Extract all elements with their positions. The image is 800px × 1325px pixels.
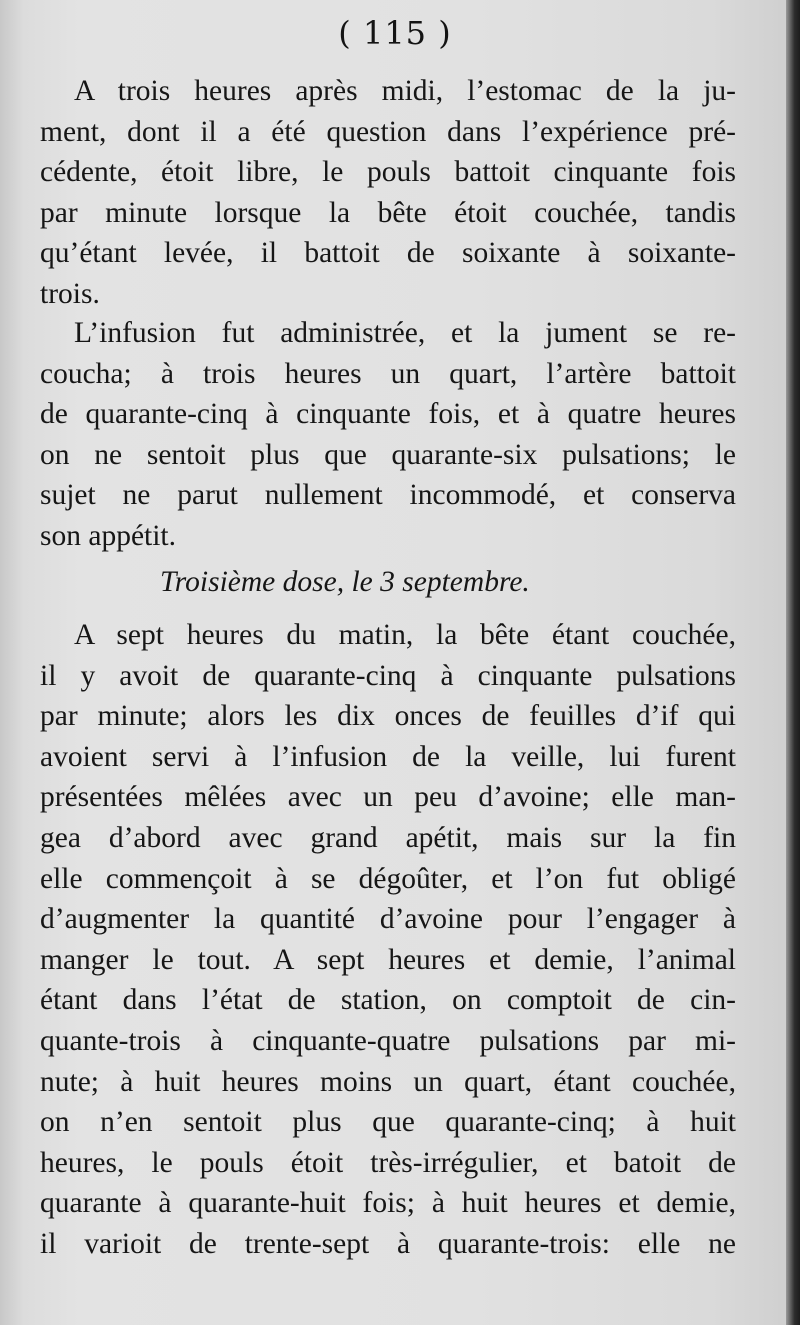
text-line: avoient servi à l’infusion de la veille, lui furent xyxy=(40,740,736,773)
section-heading xyxy=(160,566,530,599)
text-line: d’augmenter la quantité d’avoine pour l’engager à xyxy=(40,903,736,936)
text-line: son appétit. xyxy=(40,519,177,552)
text-line: quarante à quarante-huit fois; à huit heures et demie, xyxy=(40,1187,736,1220)
text-line: L’infusion fut administrée, et la jument se re- xyxy=(74,317,736,349)
text-line: on ne sentoit plus que quarante-six pulsations; le xyxy=(40,438,736,471)
text-line: gea d’abord avec grand apétit, mais sur la fin xyxy=(40,821,736,854)
text-line: on n’en sentoit plus que quarante-cinq; à huit xyxy=(40,1106,736,1139)
text-line: présentées mêlées avec un peu d’avoine; elle man- xyxy=(40,781,736,814)
text-line: de quarante-cinq à cinquante fois, et à quatre heures xyxy=(40,398,736,431)
text-line: il varioit de trente-sept à quarante-trois: elle ne xyxy=(40,1227,736,1260)
text-line: A trois heures après midi, l’estomac de la ju- xyxy=(74,75,736,107)
text-line: nute; à huit heures moins un quart, étant couchée, xyxy=(40,1065,736,1098)
page-number: ( 115 ) xyxy=(338,14,452,52)
text-line: étant dans l’état de station, on comptoit de cin- xyxy=(40,984,736,1017)
text-line: coucha; à trois heures un quart, l’artère battoit xyxy=(40,357,736,390)
text-line: ment, dont il a été question dans l’expérience pré- xyxy=(40,115,736,148)
text-line: qu’étant levée, il battoit de soixante à soixante- xyxy=(40,237,736,270)
text-line: sujet ne parut nullement incommodé, et conserva xyxy=(40,479,736,512)
text-line: trois. xyxy=(40,277,100,310)
page-edge-shadow xyxy=(786,0,800,1325)
text-line: il y avoit de quarante-cinq à cinquante pulsations xyxy=(40,659,736,692)
heading-title: Troisième dose xyxy=(160,566,337,598)
text-line: cédente, étoit libre, le pouls battoit cinquante fois xyxy=(40,156,736,189)
paragraph-1 xyxy=(40,71,736,315)
text-line: A sept heures du matin, la bête étant couchée, xyxy=(74,619,736,651)
heading-date: , le 3 septembre. xyxy=(336,566,530,598)
text-line: elle commençoit à se dégoûter, et l’on fut obligé xyxy=(40,862,736,895)
paragraph-2 xyxy=(40,313,736,557)
text-line: par minute lorsque la bête étoit couchée, tandis xyxy=(40,196,736,229)
text-line: heures, le pouls étoit très-irrégulier, et batoit de xyxy=(40,1146,736,1179)
paragraph-3 xyxy=(40,615,736,1265)
text-line: manger le tout. A sept heures et demie, l’animal xyxy=(40,943,736,976)
text-line: quante-trois à cinquante-quatre pulsations par mi- xyxy=(40,1024,736,1057)
text-line: par minute; alors les dix onces de feuilles d’if qui xyxy=(40,700,736,733)
